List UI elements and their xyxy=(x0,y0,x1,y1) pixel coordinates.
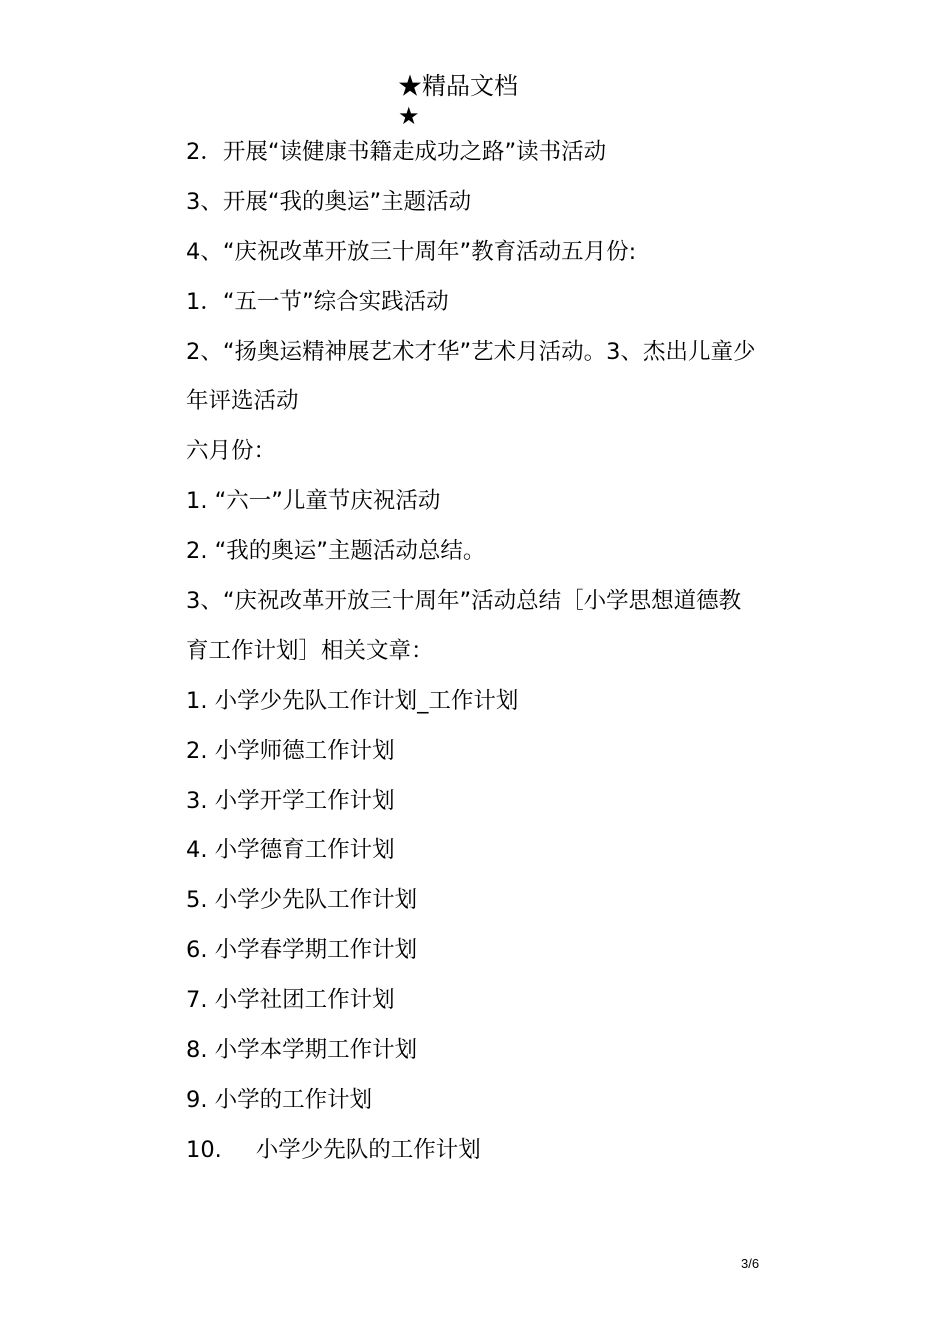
text-line: 2. “我的奥运”主题活动总结。 xyxy=(186,538,486,565)
text-line: 1．“五一节”综合实践活动 xyxy=(186,288,449,315)
list-item: 5. 小学少先队工作计划 xyxy=(186,887,418,914)
list-item: 2. 小学师德工作计划 xyxy=(186,737,395,764)
text-line: 2．开展“读健康书籍走成功之路”读书活动 xyxy=(186,139,607,165)
page-number: 3/6 xyxy=(741,1256,760,1271)
text-line: 3、“庆祝改革开放三十周年”活动总结［小学思想道德教 xyxy=(186,588,742,615)
text-line: 育工作计划］相关文章： xyxy=(186,637,434,664)
text-line: 年评选活动 xyxy=(186,388,299,415)
list-item: 1. 小学少先队工作计划_工作计划 xyxy=(186,687,519,714)
header-title: ★精品文档 xyxy=(398,72,518,100)
text-line: 2、“扬奥运精神展艺术才华”艺术月活动。3、杰出儿童少 xyxy=(186,338,756,365)
list-item: 7. 小学社团工作计划 xyxy=(186,987,395,1014)
header-star: ★ xyxy=(398,102,420,130)
document-body xyxy=(186,128,836,1176)
text-line: 4、“庆祝改革开放三十周年”教育活动五月份: xyxy=(186,238,637,265)
list-item-number: 10. xyxy=(186,1136,222,1163)
list-item: 8. 小学本学期工作计划 xyxy=(186,1037,418,1064)
list-item: 4. 小学德育工作计划 xyxy=(186,837,395,864)
text-line: 六月份： xyxy=(186,438,277,465)
list-item-text: 小学少先队的工作计划 xyxy=(255,1136,481,1163)
list-item: 9. 小学的工作计划 xyxy=(186,1086,373,1113)
text-line: 1. “六一”儿童节庆祝活动 xyxy=(186,488,441,515)
list-item-last xyxy=(186,1126,836,1176)
list-item: 6. 小学春学期工作计划 xyxy=(186,937,418,964)
list-item: 3. 小学开学工作计划 xyxy=(186,787,395,814)
text-line: 3、开展“我的奥运”主题活动 xyxy=(186,188,472,215)
